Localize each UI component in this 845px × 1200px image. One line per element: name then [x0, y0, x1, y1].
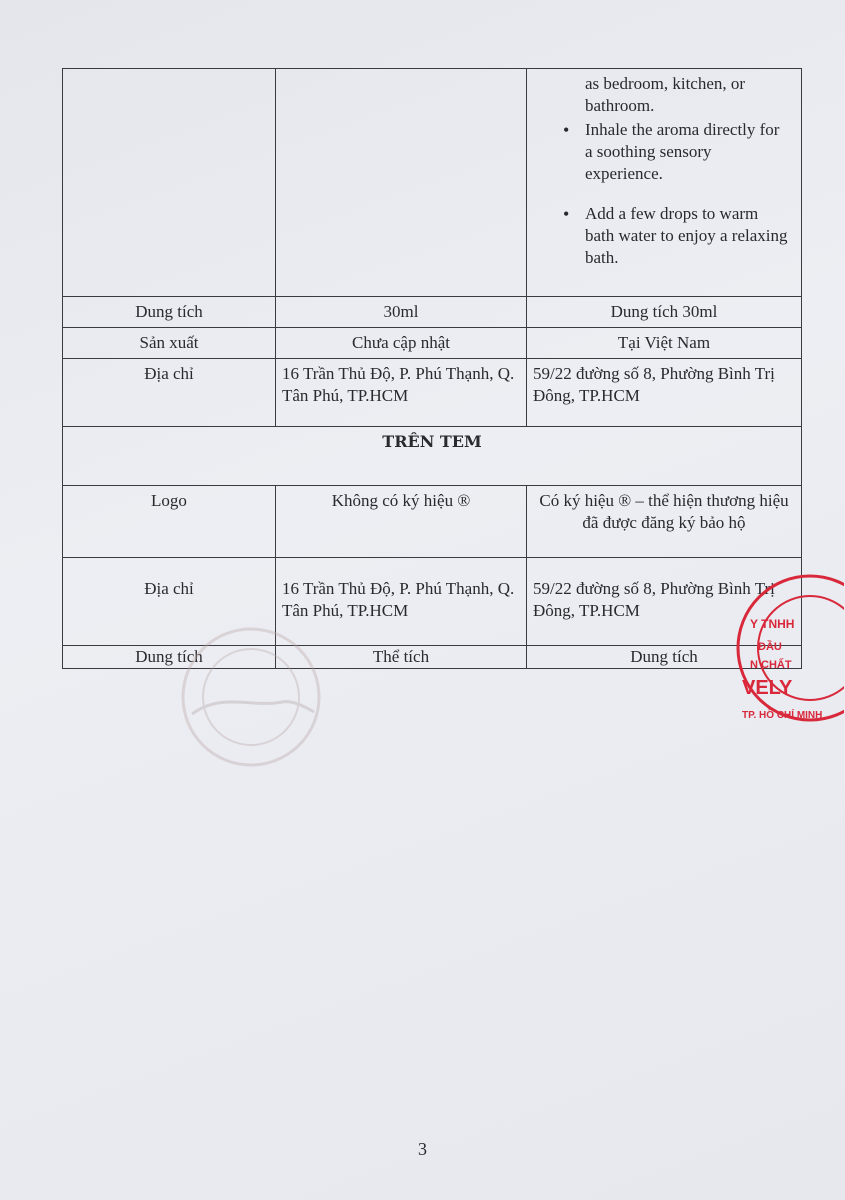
- stamp-text: Y TNHH: [750, 617, 795, 631]
- row-label: Địa chỉ: [63, 359, 276, 427]
- list-item: • Add a few drops to warm bath water to enjoy a relaxing bath.: [533, 203, 791, 269]
- stamp-text: ĐẦU: [758, 641, 782, 653]
- embossed-seal-icon: [172, 622, 330, 772]
- usage-cell: [527, 69, 802, 297]
- list-item: as bedroom, kitchen, or bathroom.: [585, 74, 746, 115]
- stamp-text: TP. HỒ CHÍ MINH: [742, 710, 823, 721]
- page-number: 3: [418, 1139, 427, 1159]
- table-cell: Dung tích 30ml: [527, 297, 802, 328]
- section-title: TRÊN TEM: [63, 427, 802, 486]
- table-row: [63, 69, 802, 297]
- table-cell: Dung tích: [527, 646, 802, 669]
- table-cell: Có ký hiệu ® – thể hiện thương hiệu đã được đăng ký bảo hộ: [527, 486, 802, 558]
- table-row: [63, 486, 802, 558]
- row-label: Địa chỉ: [63, 558, 276, 646]
- row-label: Sản xuất: [63, 328, 276, 359]
- list-item: • Inhale the aroma directly for a soothing sensory experience.: [533, 119, 791, 185]
- row-label: Logo: [63, 486, 276, 558]
- stamp-text: N CHẤT: [750, 659, 792, 671]
- table-row: [63, 427, 802, 486]
- table-row: [63, 359, 802, 427]
- table-cell: [276, 69, 527, 297]
- table-cell: [63, 69, 276, 297]
- table-cell: Không có ký hiệu ®: [276, 486, 527, 558]
- table-cell: Chưa cập nhật: [276, 328, 527, 359]
- usage-list: [533, 73, 795, 269]
- table-cell: 30ml: [276, 297, 527, 328]
- row-label: Dung tích: [63, 646, 276, 669]
- table-cell: Thể tích: [276, 646, 527, 669]
- table-cell: Tại Việt Nam: [527, 328, 802, 359]
- comparison-table: [62, 68, 802, 669]
- stamp-text: VELY: [742, 677, 793, 699]
- table-row: [63, 297, 802, 328]
- table-cell: 16 Trần Thủ Độ, P. Phú Thạnh, Q. Tân Phú, TP.HCM: [276, 359, 527, 427]
- table-cell: 59/22 đường số 8, Phường Bình Trị Đông, TP.HCM: [527, 558, 802, 646]
- row-label: Dung tích: [63, 297, 276, 328]
- table-cell: 59/22 đường số 8, Phường Bình Trị Đông, TP.HCM: [527, 359, 802, 427]
- table-row: [63, 328, 802, 359]
- table-cell: 16 Trần Thủ Độ, P. Phú Thạnh, Q. Tân Phú, TP.HCM: [276, 558, 527, 646]
